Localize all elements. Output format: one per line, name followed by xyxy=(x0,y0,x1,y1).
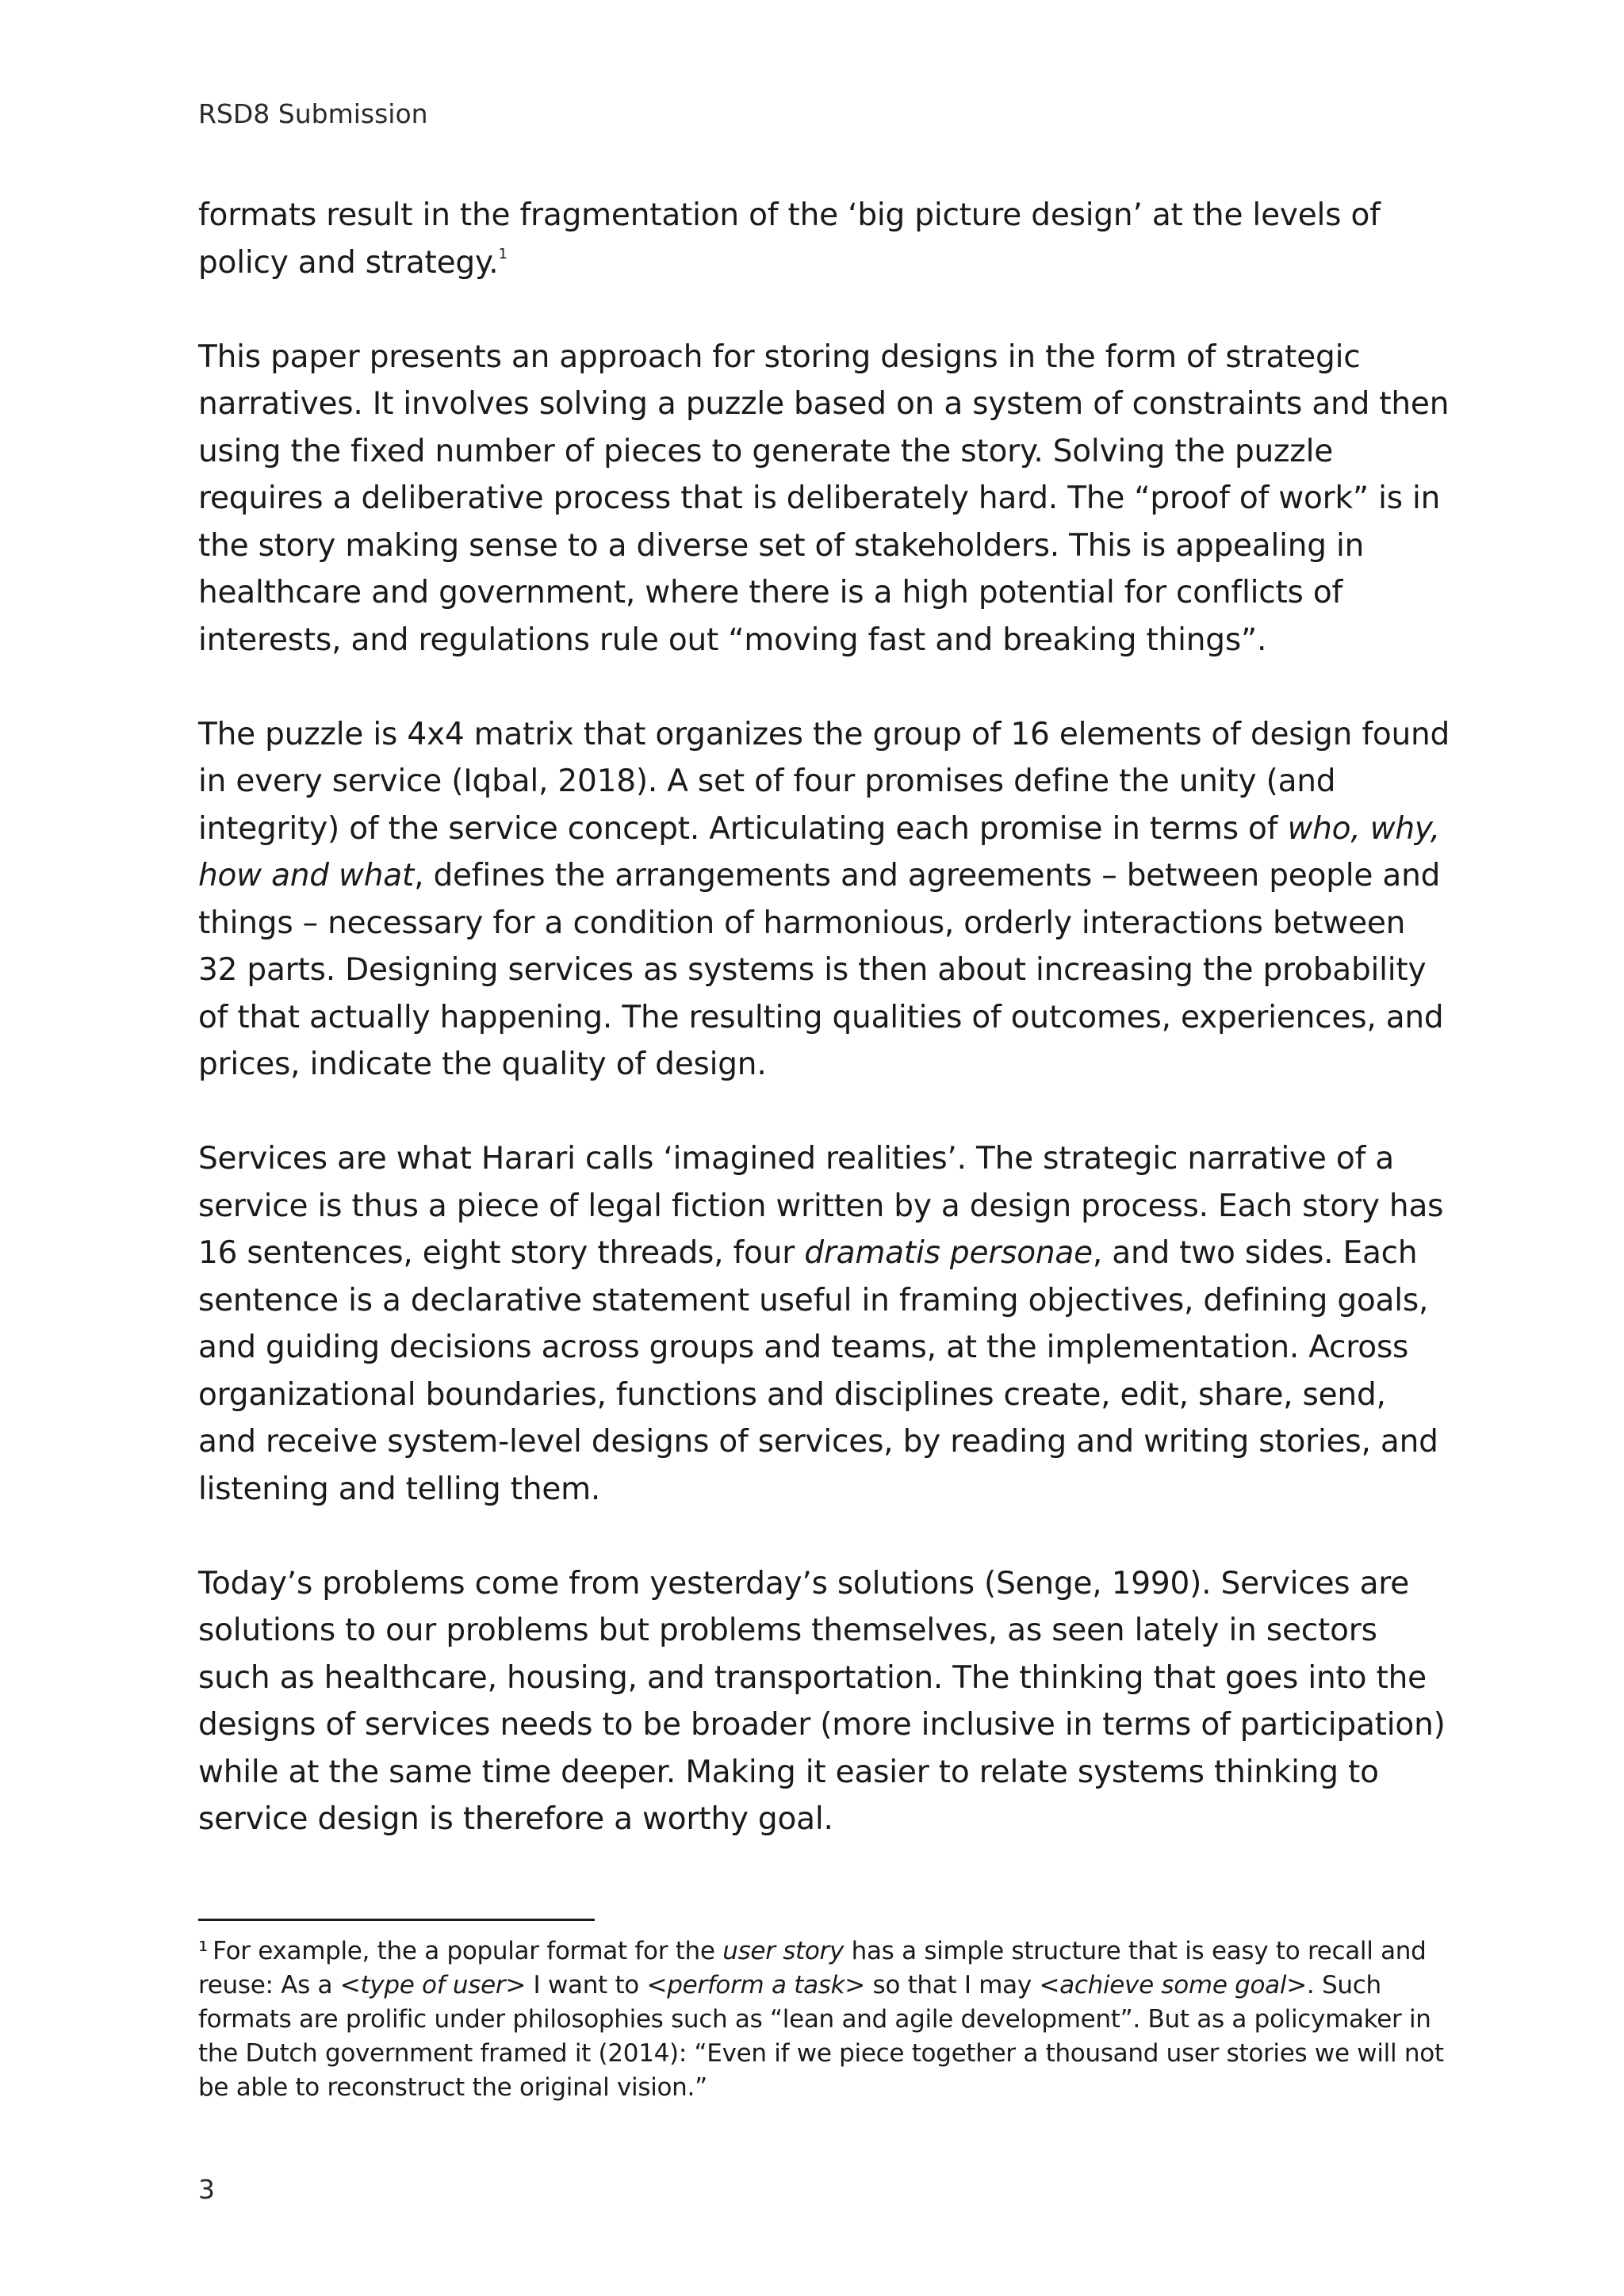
paragraph-2: This paper presents an approach for storing designs in the form of strategic narratives. It involves solving a puzzle based on a system of constraints and then using the fixed number of pieces to generate the story. Solving the puzzle requires a deliberative process that is deliberately hard. The “proof of work” is in the story making sense to a diverse set of stakeholders. This is appealing in healthcare and government, where there is a high potential for conflicts of interests, and regulations rule out “moving fast and breaking things”. xyxy=(198,339,1450,658)
footnote-emphasis-2: type of user xyxy=(360,1971,506,1999)
paragraph-3-text-b: , defines the arrangements and agreements – between people and things – necessary for a condition of harmonious, orderly interactions between 32 parts. Designing services as systems is then about increasing the probability of that actually happening. The resulting qualities of outcomes, experiences, and prices, indicate the quality of design. xyxy=(198,858,1444,1082)
paragraph-1 xyxy=(198,192,1451,286)
footnote-1 xyxy=(198,1934,1451,2105)
footnote-text-3: > I want to < xyxy=(505,1971,668,1999)
footnote-text-2: has a simple structure that is easy to recall and reuse: As a < xyxy=(198,1937,1427,1999)
footnote-text-1: For example, the a popular format for the xyxy=(213,1937,723,1965)
footnote-mark: ¹ xyxy=(198,1937,209,1965)
footnote-divider xyxy=(198,1919,595,1921)
paragraph-4-text-b: , and two sides. Each sentence is a declarative statement useful in framing objectives, defining goals, and guiding decisions across groups and teams, at the implementation. Across organizational boundaries, functions and disciplines create, edit, share, send, and receive system-level designs of services, by reading and writing stories, and listening and telling them. xyxy=(198,1235,1438,1507)
page-number: 3 xyxy=(198,2174,215,2205)
paragraph-3 xyxy=(198,711,1451,1089)
footnote-text-4: > so that I may < xyxy=(845,1971,1060,1999)
paragraph-4 xyxy=(198,1135,1451,1513)
paragraph-1-text: formats result in the fragmentation of the ‘big picture design’ at the levels of policy and strategy. xyxy=(198,197,1381,281)
footnote-text-5: >. Such formats are prolific under philosophies such as “lean and agile development”. But as a policymaker in the Dutch government framed it (2014): “Even if we piece together a thousand user stories we will not be able to reconstruct the original vision.” xyxy=(198,1971,1444,2102)
footnote-emphasis-4: achieve some goal xyxy=(1059,1971,1287,1999)
paragraph-3-emphasis: who, why, how and what xyxy=(198,810,1440,894)
footnote-emphasis-3: perform a task xyxy=(667,1971,845,1999)
running-header: RSD8 Submission xyxy=(198,98,428,129)
paragraph-4-emphasis: dramatis personae xyxy=(804,1235,1093,1271)
paragraph-3-text-a: The puzzle is 4x4 matrix that organizes the group of 16 elements of design found in every service (Iqbal, 2018). A set of four promises define the unity (and integrity) of the service concept. Articulating each promise in terms of xyxy=(198,716,1450,847)
paragraph-5: Today’s problems come from yesterday’s solutions (Senge, 1990). Services are solutions to our problems but problems themselves, as seen lately in sectors such as healthcare, housing, and transportation. The thinking that goes into the designs of services needs to be broader (more inclusive in terms of participation) while at the same time deeper. Making it easier to relate systems thinking to service design is therefore a worthy goal. xyxy=(198,1565,1446,1837)
body-text xyxy=(198,192,1451,1843)
footnote-reference[interactable]: 1 xyxy=(498,245,508,262)
paragraph-4-text-a: Services are what Harari calls ‘imagined realities’. The strategic narrative of a service is thus a piece of legal fiction written by a design process. Each story has 16 sentences, eight story threads, four xyxy=(198,1141,1444,1271)
footnote-emphasis-1: user story xyxy=(722,1937,845,1965)
